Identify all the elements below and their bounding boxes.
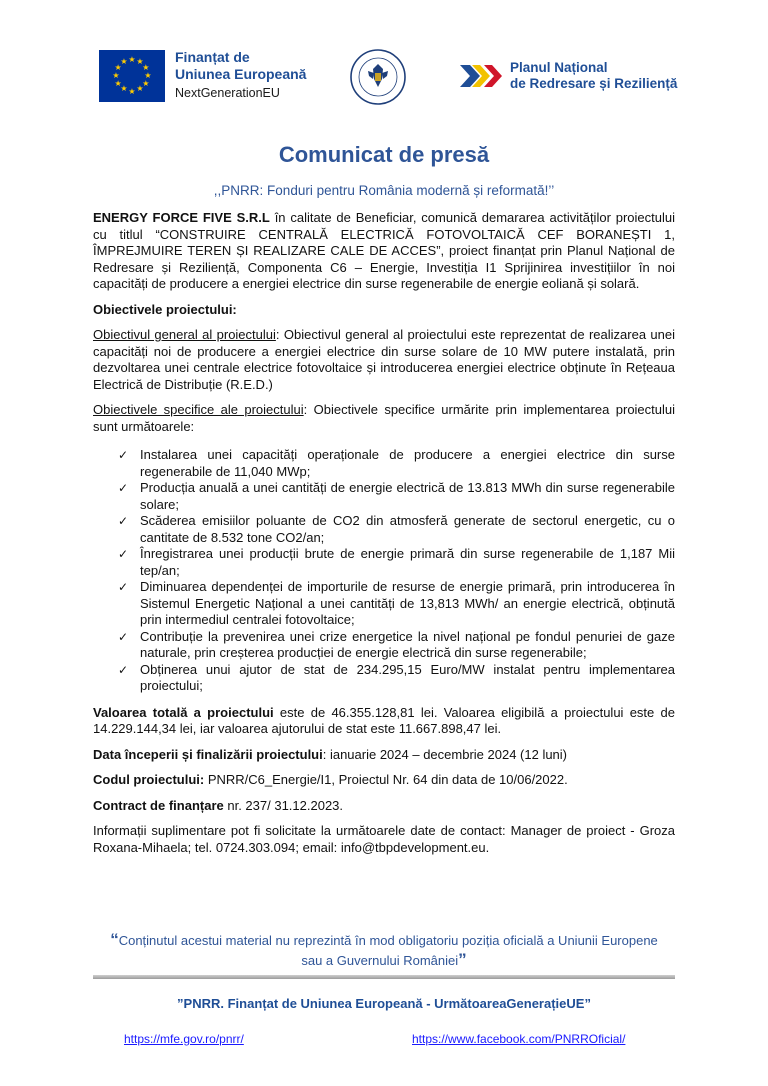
dates-text: : ianuarie 2024 – decembrie 2024 (12 luni) xyxy=(322,746,568,762)
eu-logo-text xyxy=(175,49,306,102)
general-objective-label: Obiectivul general al proiectului xyxy=(93,327,276,342)
specific-objectives-text: : Obiectivele specifice urmărite prin implementarea proiectului sunt următoarele: xyxy=(93,402,676,434)
objective-list-item xyxy=(118,447,675,480)
company-name: ENERGY FORCE FIVE S.R.L xyxy=(93,210,270,225)
facebook-pnrr-link[interactable]: https://www.facebook.com/PNRROficial/ xyxy=(412,1032,626,1046)
disclaimer-text: Conținutul acestui material nu reprezintă în mod obligatoriu poziția oficială a Uniunii Europene sau a Guvernului României xyxy=(118,933,658,968)
disclaimer xyxy=(100,930,668,970)
page-subtitle: ,,PNRR: Fonduri pentru România modernă și reformată!’’ xyxy=(213,183,555,198)
objective-text: Contribuție la prevenirea unei crize energetice la nivel național pe fondul penuriei de gaze naturale, prin creșterea producției de energie electrică din surse regenerabile; xyxy=(140,628,675,660)
eu-logo-line2: Uniunea Europeană xyxy=(175,66,307,82)
objective-list-item xyxy=(118,480,675,513)
objective-text: Diminuarea dependenței de importurile de resurse de energie primară, prin introducerea în Sistemul Energetic Național a unei cantități de 13,813 MWh/ an energie electrică, obținută prin intermediul centralei fotovoltaice; xyxy=(140,579,675,627)
eu-logo-line3: NextGenerationEU xyxy=(175,86,280,100)
dates-paragraph xyxy=(93,747,675,764)
total-value-text: este de 46.355.128,81 lei. Valoarea eligibilă a proiectului este de 14.229.144,34 lei, iar valoarea ajutorului de stat este 11.667.898,47 lei. xyxy=(93,704,675,736)
eu-star-icon: ★ xyxy=(114,78,122,88)
contract-text: nr. 237/ 31.12.2023. xyxy=(223,797,344,813)
page-title: Comunicat de presă xyxy=(278,142,490,167)
eu-star-icon: ★ xyxy=(144,70,152,80)
eu-star-icon: ★ xyxy=(114,62,122,72)
pnrr-logo-line1: Planul Național xyxy=(510,60,608,75)
eu-star-icon: ★ xyxy=(142,62,150,72)
pnrr-logo-line2: de Redresare și Reziliență xyxy=(510,76,678,91)
objective-list-item xyxy=(118,546,675,579)
intro-text: în calitate de Beneficiar, comunică demararea activităților proiectului cu titlul “CONSTRUIRE CENTRALĂ ELECTRICĂ FOTOVOLTAICĂ CEF BORANEȘTI 1, ÎMPREJMUIRE TEREN ȘI REALIZARE CALE DE ACCES”, proiect finanțat prin Planul Național de Redresare și Reziliență, Componenta C6 – Energie, Investiția I1 Sprijinirea investițiilor în noi capacități de producere a energiei electrice din surse regenerabile de energie eoliană și solară. xyxy=(93,210,675,291)
checkmark-icon: ✓ xyxy=(118,514,129,528)
pnrr-logo-text xyxy=(510,60,677,92)
specific-objectives-list xyxy=(93,447,675,695)
total-value-paragraph xyxy=(93,705,675,738)
press-release-body xyxy=(93,210,675,865)
intro-paragraph xyxy=(93,210,675,293)
eu-star-icon: ★ xyxy=(120,84,128,94)
project-code-paragraph xyxy=(93,772,675,789)
checkmark-icon: ✓ xyxy=(118,580,129,594)
pnrr-logo xyxy=(460,60,677,92)
checkmark-icon: ✓ xyxy=(118,448,129,462)
pnrr-arrow-icon xyxy=(460,63,504,89)
objective-list-item xyxy=(118,513,675,546)
total-value-label: Valoarea totală a proiectului xyxy=(93,704,274,720)
general-objective-text: : Obiectivul general al proiectului este reprezentat de realizarea unei capacități noi de producere a energiei electrice din surse solare de 10 MW putere instalată, prin dezvoltarea unei centrale electrice fotovoltaice și introducerea energiei electrice obținute în Rețeaua Electrică de Distribuție (R.E.D.) xyxy=(93,327,675,392)
objective-text: Scăderea emisiilor poluante de CO2 din atmosferă generate de sectorul energetic, cu o cantitate de 8.532 tone CO2/an; xyxy=(140,513,675,545)
general-objective-paragraph xyxy=(93,327,675,393)
specific-objectives-label: Obiectivele specifice ale proiectului xyxy=(93,402,304,417)
disclaimer-close-quote: ” xyxy=(458,950,467,969)
project-code-text: PNRR/C6_Energie/I1, Proiectul Nr. 64 din data de 10/06/2022. xyxy=(204,772,568,787)
checkmark-icon: ✓ xyxy=(118,481,129,495)
objective-text: Înregistrarea unei producții brute de energie primară din surse regenerabile de 1,187 Mii tep/an; xyxy=(140,546,675,578)
eu-star-icon: ★ xyxy=(112,70,120,80)
mfe-pnrr-link[interactable]: https://mfe.gov.ro/pnrr/ xyxy=(124,1032,244,1046)
checkmark-icon: ✓ xyxy=(118,662,129,677)
guvernul-romaniei-seal-icon xyxy=(350,49,406,105)
checkmark-icon: ✓ xyxy=(118,547,129,561)
contact-paragraph: Informații suplimentare pot fi solicitate la următoarele date de contact: Manager de proiect - Groza Roxana-Mihaela; tel. 0724.303.094; email: info@tbpdevelopment.eu. xyxy=(93,823,675,855)
objective-list-item xyxy=(118,662,675,695)
checkmark-icon: ✓ xyxy=(118,629,129,644)
dates-label: Data începerii și finalizării proiectului xyxy=(93,746,323,762)
contract-label: Contract de finanțare xyxy=(93,797,224,813)
eu-funding-logo xyxy=(99,49,306,102)
eu-star-icon: ★ xyxy=(142,78,150,88)
footer-divider xyxy=(93,975,675,979)
eu-logo-line1: Finanțat de xyxy=(175,49,250,65)
disclaimer-open-quote: “ xyxy=(110,930,119,949)
eu-star-icon: ★ xyxy=(120,56,128,66)
objective-list-item xyxy=(118,579,675,629)
eu-star-icon: ★ xyxy=(136,84,144,94)
objective-text: Instalarea unei capacități operaționale de producere a energiei electrice din surse regenerabile de 11,040 MWp; xyxy=(140,447,675,479)
objectives-heading: Obiectivele proiectului: xyxy=(93,301,237,317)
project-code-label: Codul proiectului: xyxy=(93,772,205,787)
eu-flag-icon xyxy=(99,50,165,102)
eu-star-icon: ★ xyxy=(128,86,136,96)
objective-text: Obținerea unui ajutor de stat de 234.295,15 Euro/MW instalat pentru implementarea proiectului; xyxy=(140,661,675,693)
objective-list-item xyxy=(118,629,675,662)
eu-star-icon: ★ xyxy=(136,56,144,66)
specific-objectives-paragraph xyxy=(93,402,675,435)
eu-star-icon: ★ xyxy=(128,54,136,64)
objective-text: Producția anuală a unei cantități de energie electrică de 13.813 MWh din surse regenerabile solare; xyxy=(140,480,675,512)
contract-paragraph xyxy=(93,798,675,815)
footer-slogan: ”PNRR. Finanțat de Uniunea Europeană - UrmătoareaGenerațieUE” xyxy=(177,996,591,1011)
